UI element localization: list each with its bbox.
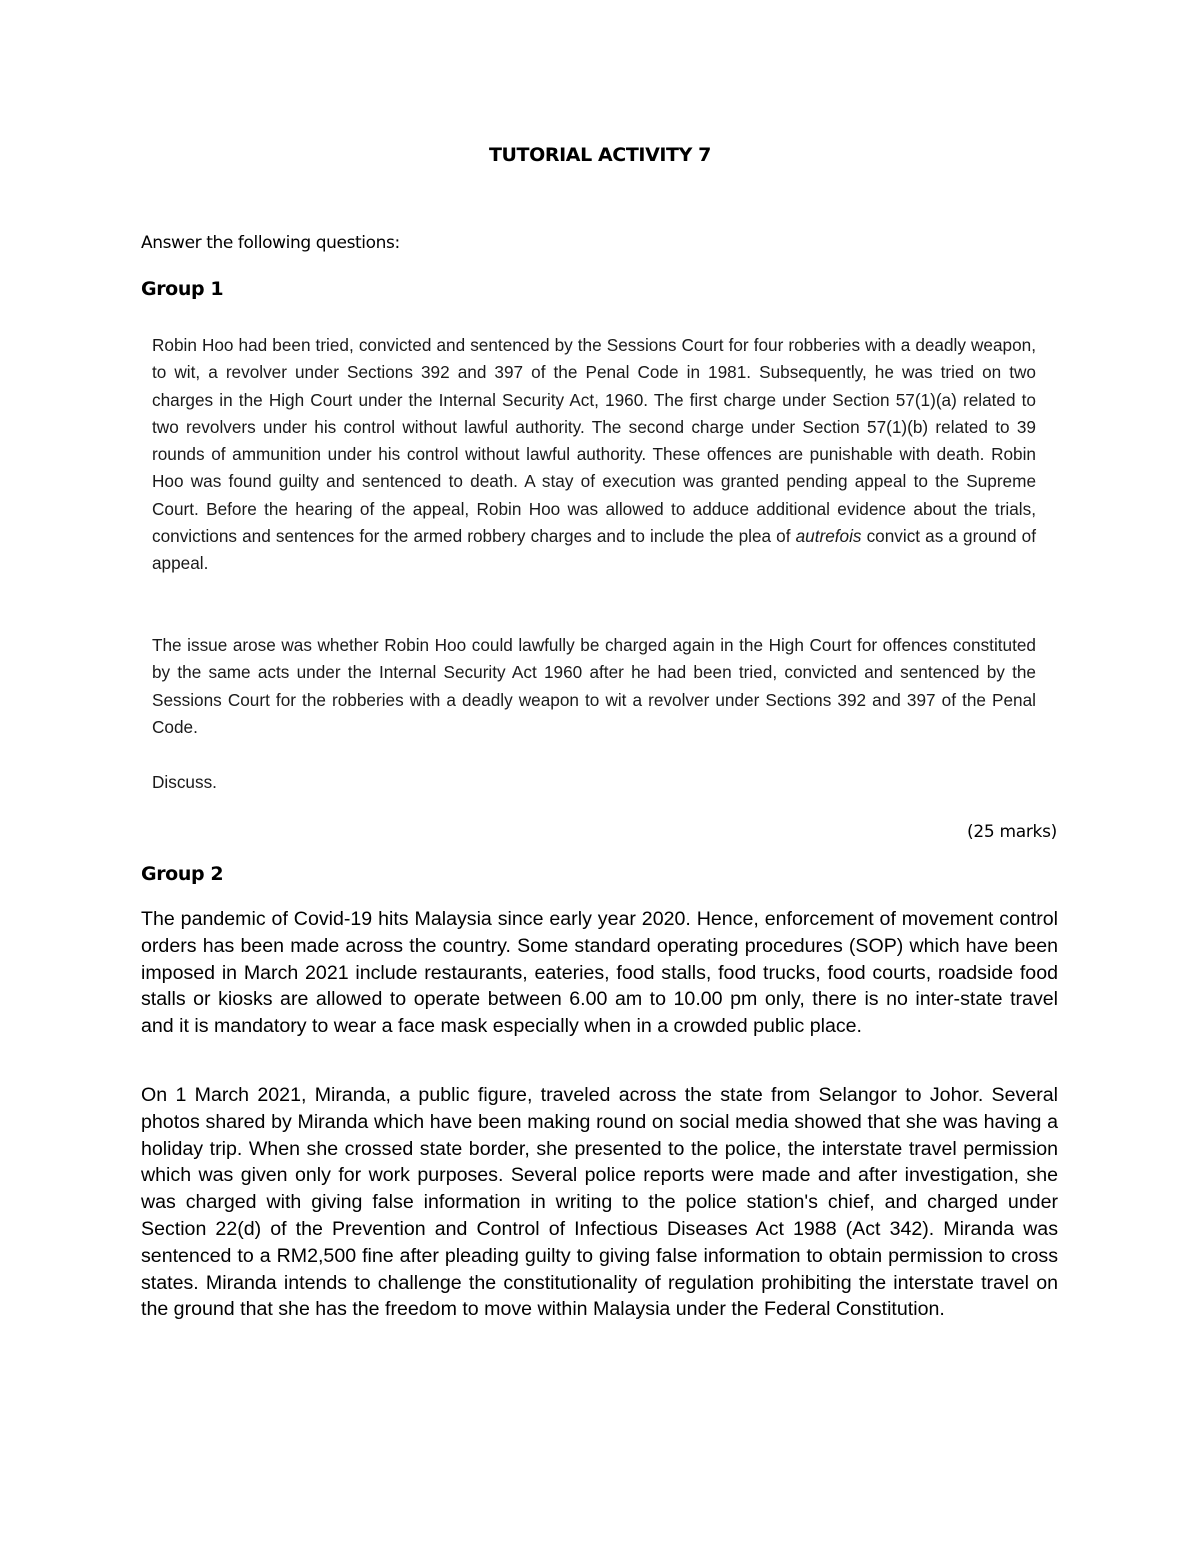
- group-1-scenario-text: Robin Hoo had been tried, convicted and sentenced by the Sessions Court for four robberies with a deadly weapon, to wit, a revolver under Sections 392 and 397 of the Penal Code in 1981. Subsequently, he was tried on two charges in the High Court under the Internal Security Act, 1960. The first charge under Section 57(1)(a) related to two revolvers under his control without lawful authority. The second charge under Section 57(1)(b) related to 39 rounds of ammunition under his control without lawful authority. These offences are punishable with death. Robin Hoo was found guilty and sentenced to death. A stay of execution was granted pending appeal to the Supreme Court. Before the hearing of the appeal, Robin Hoo was allowed to adduce additional evidence about the trials, convictions and sentences for the armed robbery charges and to include the plea of: [152, 335, 1036, 547]
- group-2-context-paragraph: The pandemic of Covid-19 hits Malaysia since early year 2020. Hence, enforcement of movement control orders has been made across the country. Some standard operating procedures (SOP) which have been imposed in March 2021 include restaurants, eateries, food stalls, food trucks, food courts, roadside food stalls or kiosks are allowed to operate between 6.00 am to 10.00 pm only, there is no inter-state travel and it is mandatory to wear a face mask especially when in a crowded public place.: [141, 908, 1058, 1038]
- group-1-scenario-paragraph: [152, 332, 1036, 578]
- group-2-heading: Group 2: [141, 863, 224, 885]
- group-2-scenario-paragraph: On 1 March 2021, Miranda, a public figure, traveled across the state from Selangor to Johor. Several photos shared by Miranda which have been making round on social media showed that she was having a holiday trip. When she crossed state border, she presented to the police, the interstate travel permission which was given only for work purposes. Several police reports were made and after investigation, she was charged with giving false information in writing to the police station's chief, and charged under Section 22(d) of the Prevention and Control of Infectious Diseases Act 1988 (Act 342). Miranda was sentenced to a RM2,500 fine after pleading guilty to giving false information to obtain permission to cross states. Miranda intends to challenge the constitutionality of regulation prohibiting the interstate travel on the ground that she has the freedom to move within Malaysia under the Federal Constitution.: [141, 1084, 1058, 1321]
- group-1-marks: (25 marks): [967, 822, 1057, 842]
- group-1-scenario-text-end: convict as a ground of appeal.: [152, 526, 1036, 574]
- group-1-issue-paragraph: The issue arose was whether Robin Hoo could lawfully be charged again in the High Court for offences constituted by the same acts under the Internal Security Act 1960 after he had been tried, convicted and sentenced by the Sessions Court for the robberies with a deadly weapon to wit a revolver under Sections 392 and 397 of the Penal Code.: [152, 635, 1036, 737]
- latin-term-autrefois: autrefois: [795, 526, 862, 547]
- group-1-heading: Group 1: [141, 278, 224, 300]
- group-1-discuss-instruction: Discuss.: [152, 772, 217, 792]
- document-title: TUTORIAL ACTIVITY 7: [488, 144, 712, 166]
- instruction-text: Answer the following questions:: [141, 233, 400, 253]
